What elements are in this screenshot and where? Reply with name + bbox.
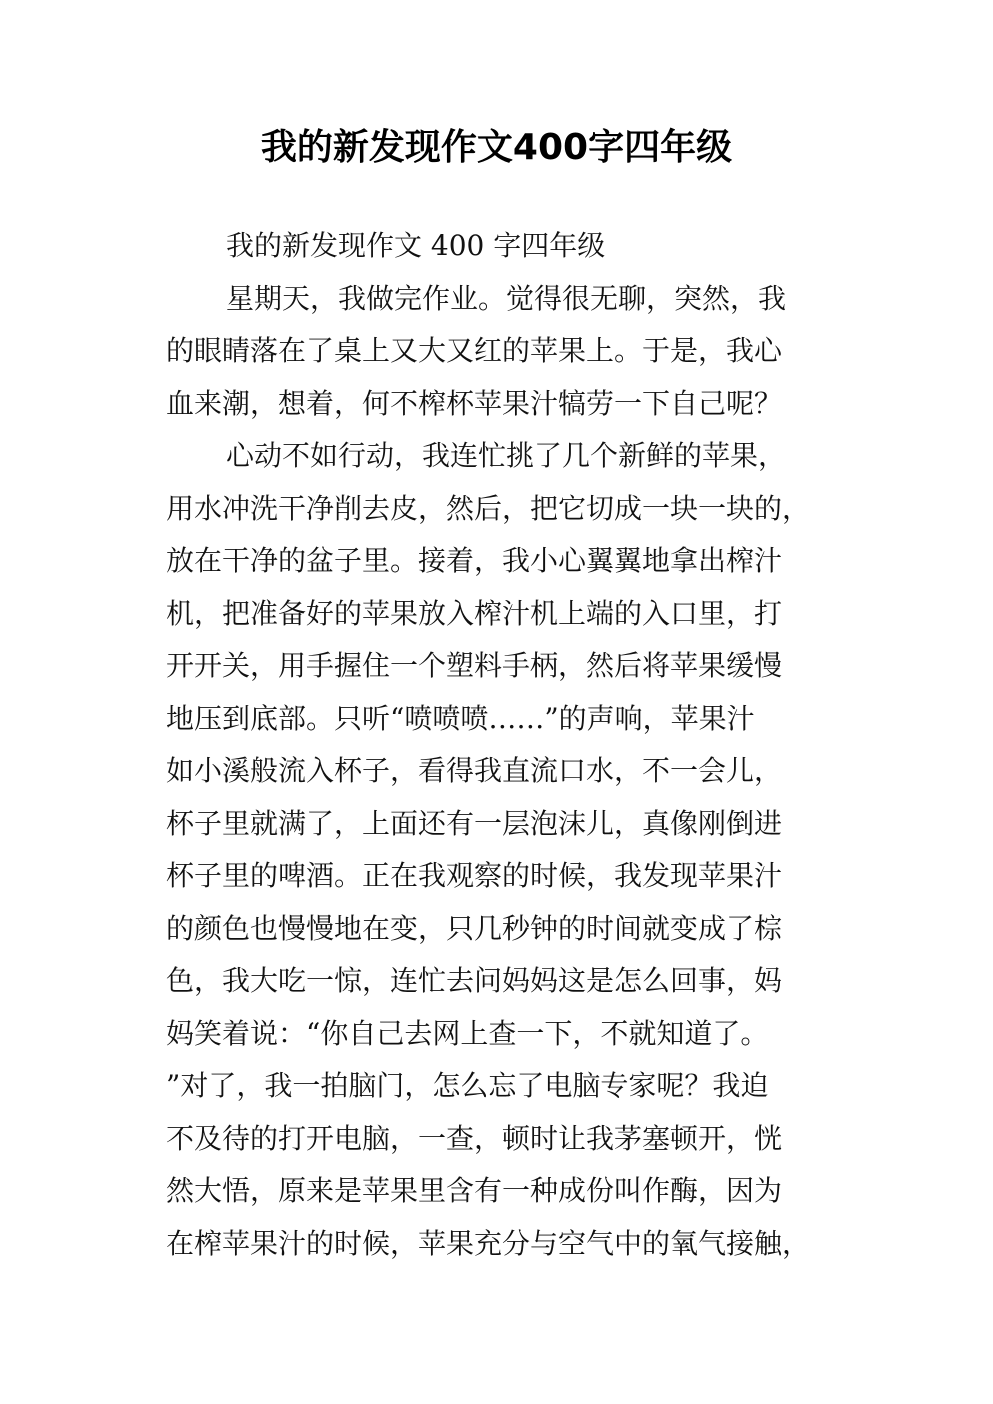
- document-body: [166, 220, 838, 1270]
- paragraph-line: 开开关，用手握住一个塑料手柄，然后将苹果缓慢: [166, 649, 783, 682]
- paragraph-line: 然大悟，原来是苹果里含有一种成份叫作酶，因为: [166, 1174, 783, 1207]
- paragraph-line: 地压到底部。只听“喷喷喷……”的声响，苹果汁: [166, 701, 755, 735]
- paragraph-line: 星期天，我做完作业。觉得很无聊，突然，我: [226, 281, 787, 315]
- paragraph-line: 杯子里就满了，上面还有一层泡沫儿，真像刚倒进: [166, 806, 783, 840]
- paragraph-line: 放在干净的盆子里。接着，我小心翼翼地拿出榨汁: [166, 544, 783, 577]
- paragraph-line: 的颜色也慢慢地在变，只几秒钟的时间就变成了棕: [166, 911, 783, 945]
- paragraph-line: 在榨苹果汁的时候，苹果充分与空气中的氧气接触，: [166, 1226, 811, 1260]
- paragraph-line: 我的新发现作文 400 字四年级: [226, 229, 606, 262]
- document-title: 我的新发现作文400字四年级: [260, 127, 733, 168]
- paragraph-line: 色，我大吃一惊，连忙去问妈妈这是怎么回事，妈: [166, 964, 783, 997]
- paragraph-line: ”对了，我一拍脑门，怎么忘了电脑专家呢？我迫: [166, 1069, 769, 1102]
- paragraph-line: 机，把准备好的苹果放入榨汁机上端的入口里，打: [166, 596, 783, 630]
- paragraph-line: 妈笑着说：“你自己去网上查一下，不就知道了。: [166, 1016, 769, 1050]
- paragraph-line: 的眼睛落在了桌上又大又红的苹果上。于是，我心: [166, 334, 783, 367]
- paragraph-line: 不及待的打开电脑，一查，顿时让我茅塞顿开，恍: [166, 1121, 783, 1155]
- paragraph-line: 如小溪般流入杯子，看得我直流口水，不一会儿，: [166, 754, 783, 787]
- paragraph-line: 心动不如行动，我连忙挑了几个新鲜的苹果，: [226, 439, 787, 472]
- paragraph-line: 血来潮，想着，何不榨杯苹果汁犒劳一下自己呢？: [166, 386, 783, 420]
- paragraph-line: 杯子里的啤酒。正在我观察的时候，我发现苹果汁: [166, 859, 783, 892]
- paragraph-line: 用水冲洗干净削去皮，然后，把它切成一块一块的，: [166, 491, 811, 525]
